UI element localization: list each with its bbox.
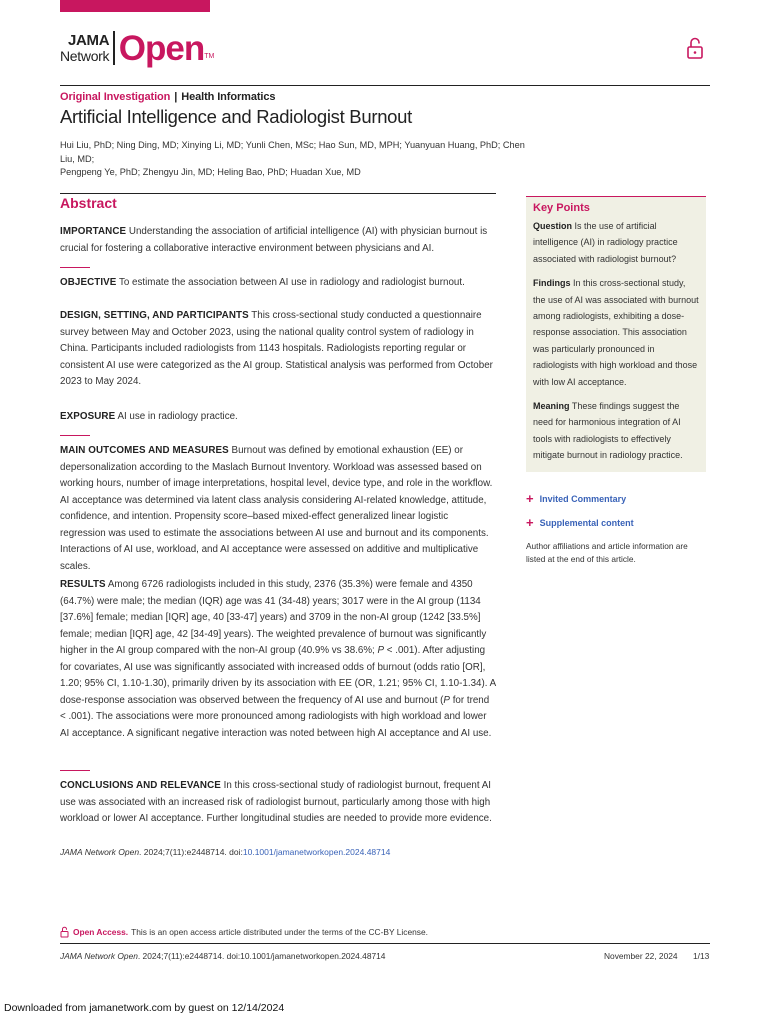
plus-icon: + <box>526 515 534 530</box>
supplemental-content-label: Supplemental content <box>539 517 634 528</box>
results-text-b: < .001). After adjusting for covariates, AI use was significantly associated with increased odds of burnout (odds ratio [OR], 1.20; 95% CI, 1.10-1.30), primarily driven by its association with EE (OR, 1.21; 95% CI, 1.10-1.34). A dose-response association was observed between the frequency of AI use and burnout ( <box>60 645 496 706</box>
section-divider <box>60 267 90 268</box>
abstract-objective <box>60 275 496 292</box>
logo-open-text: Open <box>118 28 205 68</box>
author-list <box>60 139 530 180</box>
logo-network-text: Network <box>60 48 110 64</box>
abstract-heading: Abstract <box>60 195 117 211</box>
results-p-value-2: P <box>443 694 450 706</box>
abstract-rule <box>60 193 496 194</box>
objective-text: To estimate the association between AI use in radiology and radiologist burnout. <box>118 277 465 288</box>
results-label: RESULTS <box>60 579 106 590</box>
footer-ref: . 2024;7(11):e2448714. doi:10.1001/jamanetworkopen.2024.48714 <box>137 951 386 961</box>
importance-text: Understanding the association of artificial intelligence (AI) with physician burnout is crucial for fostering a collaborative interactive environment between physicians and AI. <box>60 226 488 254</box>
results-text-a: Among 6726 radiologists included in this study, 2376 (35.3%) were female and 4350 (64.7%) were male; the median (IQR) age was 41 (34-48) years; 3017 were in the AI group (1134 [37.6%] female; median [IQR] age, 40 [33-47] years) and 3709 in the non-AI group (1242 [33.5%] female; median [IQR] age, 42 [34-49] years). The weighted prevalence of burnout was significantly higher in the AI group compared with the non-AI group (40.9% vs 38.6%; <box>60 579 487 656</box>
findings-label: Findings <box>533 278 571 289</box>
authors-line-2: Pengpeng Ye, PhD; Zhengyu Jin, MD; Heling Bao, PhD; Huadan Xue, MD <box>60 167 361 177</box>
abstract-design <box>60 308 496 391</box>
citation-ref: . 2024;7(11):e2448714. doi: <box>139 847 243 857</box>
key-points-box <box>526 196 706 472</box>
conclusions-label: CONCLUSIONS AND RELEVANCE <box>60 780 221 791</box>
section-divider <box>60 435 90 436</box>
abstract-importance <box>60 224 496 257</box>
supplemental-content-link[interactable] <box>526 516 634 529</box>
citation-doi-link[interactable]: 10.1001/jamanetworkopen.2024.48714 <box>242 847 391 857</box>
objective-label: OBJECTIVE <box>60 277 117 288</box>
meaning-label: Meaning <box>533 401 570 412</box>
logo-trademark: TM <box>204 53 215 60</box>
results-p-value-1: P <box>377 645 385 656</box>
category-label[interactable]: Original Investigation <box>60 91 171 103</box>
header-rule <box>60 85 710 86</box>
top-accent-bar <box>60 0 210 12</box>
key-points-question <box>533 218 699 267</box>
design-text: This cross-sectional study conducted a questionnaire survey between May and October 2023, using the national quality control system of radiology in China. Participants included radiologists from 1143 hospitals. Radiologists reporting regular or consistent AI use were categorized as the AI group. Statistical analysis was performed from October 2023 to May 2024. <box>60 310 493 387</box>
invited-commentary-link[interactable] <box>526 492 626 505</box>
footer-rule <box>60 943 710 944</box>
abstract-exposure <box>60 409 496 426</box>
abstract-outcomes <box>60 443 496 575</box>
footer-citation <box>60 951 385 961</box>
meaning-text: These findings suggest the need for harmonious integration of AI tools with radiologists to effectively mitigate burnout in radiology practice. <box>533 401 683 461</box>
plus-icon: + <box>526 491 534 506</box>
subcategory-label: Health Informatics <box>181 91 276 103</box>
article-category <box>60 91 275 103</box>
logo-separator <box>113 31 115 65</box>
key-points-title: Key Points <box>533 202 590 214</box>
question-label: Question <box>533 221 573 231</box>
download-note: Downloaded from jamanetwork.com by guest on 12/14/2024 <box>4 1002 285 1014</box>
affiliations-note: Author affiliations and article information are listed at the end of this article. <box>526 541 688 564</box>
abstract-results <box>60 577 496 742</box>
invited-commentary-label: Invited Commentary <box>539 493 627 504</box>
key-points-meaning <box>533 398 699 464</box>
article-citation <box>60 847 390 857</box>
article-title: Artificial Intelligence and Radiologist Burnout <box>60 106 412 127</box>
open-access-label[interactable]: Open Access. <box>73 927 129 937</box>
footer-journal: JAMA Network Open <box>60 951 138 961</box>
citation-journal: JAMA Network Open <box>60 847 140 857</box>
category-separator: | <box>174 91 178 103</box>
question-text: Is the use of artificial intelligence (AI) in radiology practice associated with radiologist burnout? <box>533 221 678 264</box>
design-label: DESIGN, SETTING, AND PARTICIPANTS <box>60 310 249 321</box>
logo-jama-text: JAMA <box>67 32 110 49</box>
open-lock-icon <box>60 926 69 938</box>
section-divider <box>60 770 90 771</box>
authors-line-1: Hui Liu, PhD; Ning Ding, MD; Xinying Li, MD; Yunli Chen, MSc; Hao Sun, MD, MPH; Yuanyuan Huang, PhD; Chen Liu, MD; <box>60 140 525 164</box>
footer-date: November 22, 2024 <box>604 951 678 961</box>
page-number: 1/13 <box>693 951 710 961</box>
outcomes-text: Burnout was defined by emotional exhaustion (EE) or depersonalization according to the Maslach Burnout Inventory. Workload was assessed based on working hours, number of image interpretations, hospital level, device type, and role in the workflow. AI acceptance was determined via latent class analysis considering AI-related knowledge, attitude, confidence, and intention. Propensity score–based mixed-effect generalized linear logistic regression was used to estimate the associations between AI use and burnout and its components. Interactions of AI use, workload, and AI acceptance were assessed on additive and multiplicative scales. <box>60 445 493 572</box>
exposure-label: EXPOSURE <box>60 411 116 422</box>
conclusions-text: In this cross-sectional study of radiologist burnout, frequent AI use was associated with an increased risk of radiologist burnout, particularly among those with high workload or lower AI acceptance. Further longitudinal studies are needed to provide more evidence. <box>60 780 492 824</box>
key-points-findings <box>533 275 699 390</box>
importance-label: IMPORTANCE <box>60 226 127 237</box>
jama-network-open-logo[interactable] <box>60 30 214 66</box>
findings-text: In this cross-sectional study, the use of AI was associated with burnout among radiologists, exhibiting a dose-response association. This association was particularly pronounced in radiologists with high workload and those with low AI acceptance. <box>533 278 699 387</box>
results-text-c: for trend < .001). The associations were more pronounced among radiologists with high workload and lower AI acceptance. A significant negative interaction was noted between high AI acceptance and AI use. <box>60 694 492 739</box>
open-lock-icon[interactable] <box>686 36 704 60</box>
abstract-conclusions <box>60 778 496 828</box>
exposure-text: AI use in radiology practice. <box>117 411 238 422</box>
open-access-text: This is an open access article distributed under the terms of the CC-BY License. <box>131 927 428 937</box>
open-access-notice <box>60 926 428 938</box>
outcomes-label: MAIN OUTCOMES AND MEASURES <box>60 445 229 456</box>
